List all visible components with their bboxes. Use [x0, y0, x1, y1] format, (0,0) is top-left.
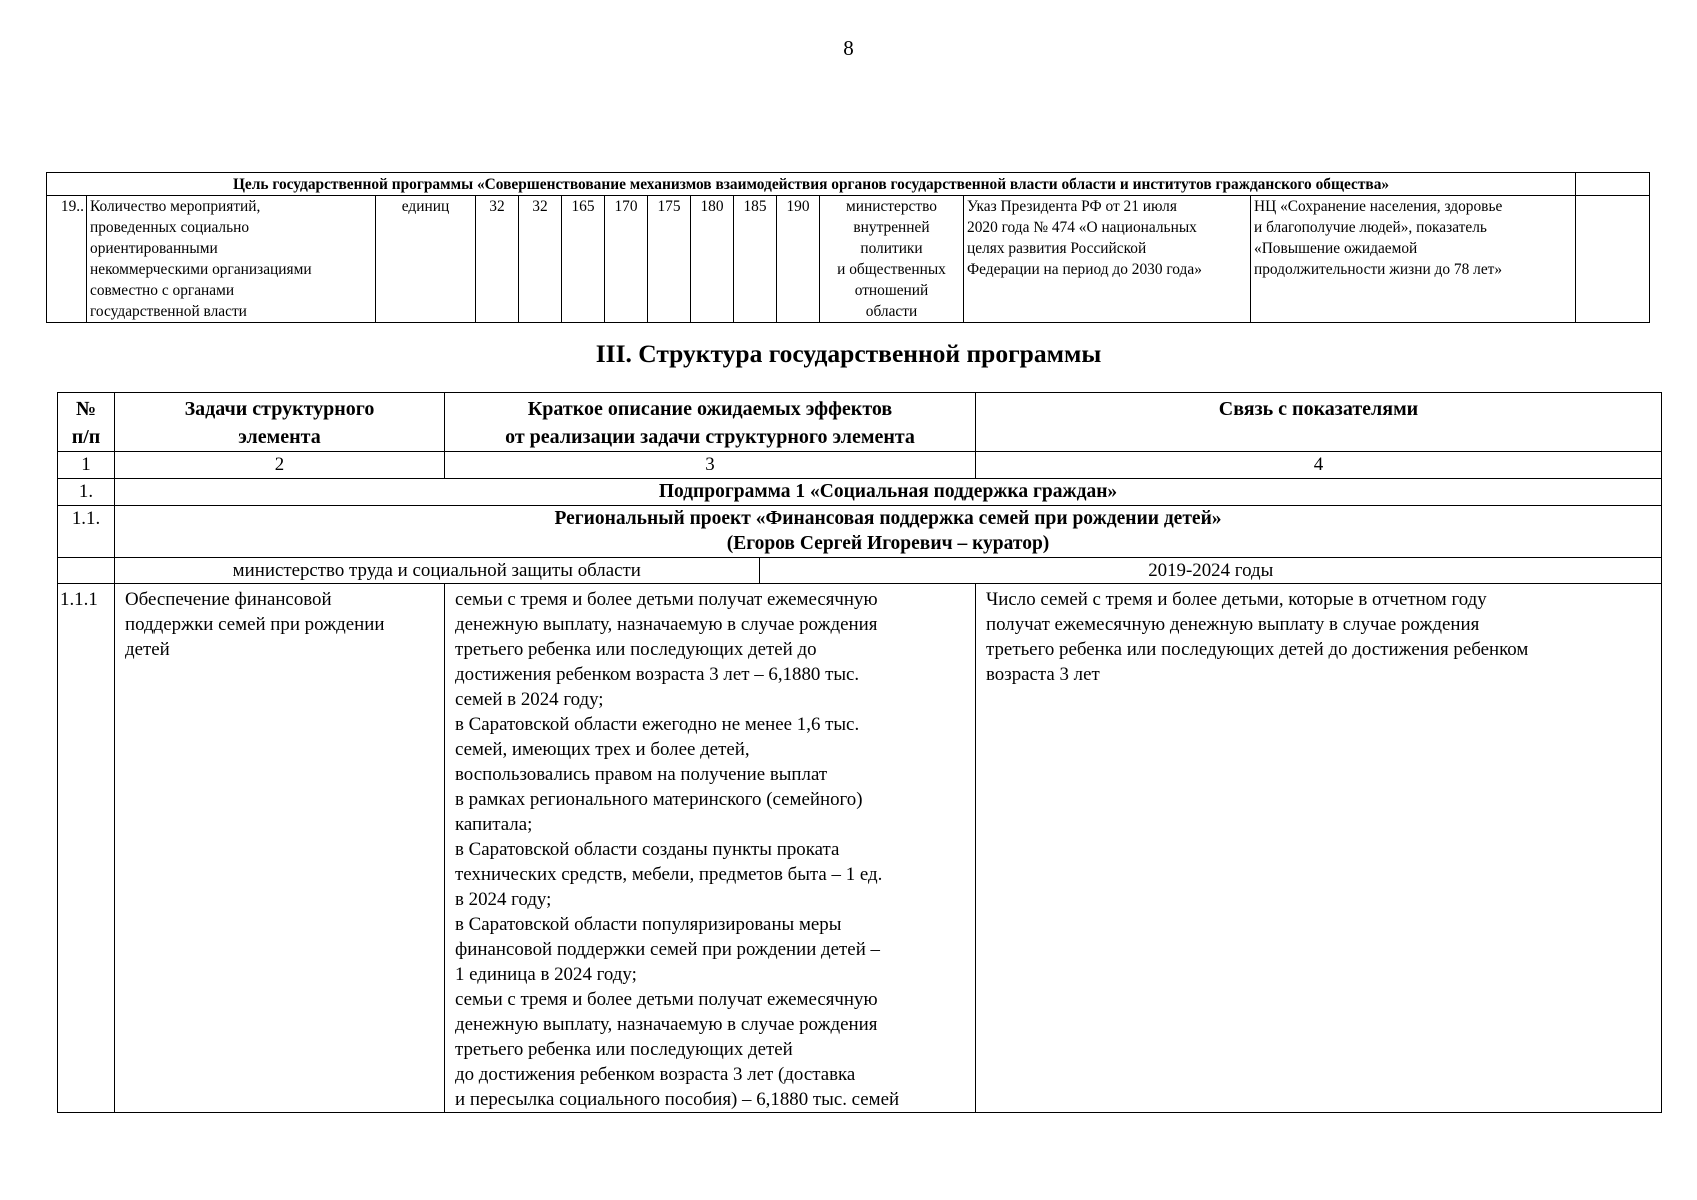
section-title: III. Структура государственной программы [595, 339, 1102, 368]
indicator-value: 165 [562, 196, 605, 323]
subprogram-title: Подпрограмма 1 «Социальная поддержка граждан» [115, 479, 1662, 506]
header-effects: Краткое описание ожидаемых эффектов от реализации задачи структурного элемента [445, 393, 976, 452]
indicator-value: 190 [777, 196, 820, 323]
indicator-value: 32 [519, 196, 562, 323]
task-number: 1.1.1 [58, 584, 115, 1113]
indicator-extra-cell [1576, 196, 1650, 323]
header-number: № п/п [58, 393, 115, 452]
responsible-row-inner [115, 558, 1662, 583]
responsible-row [115, 558, 1662, 584]
responsible-row-number [58, 558, 115, 584]
subprogram-number: 1. [58, 479, 115, 506]
column-number: 3 [445, 452, 976, 479]
indicator-value: 185 [734, 196, 777, 323]
indicator-value: 180 [691, 196, 734, 323]
program-goal: Цель государственной программы «Совершенствование механизмов взаимодействия органов государственной власти области и институтов гражданского общества» [47, 173, 1576, 196]
header-tasks: Задачи структурного элемента [115, 393, 445, 452]
indicator-national-goal: НЦ «Сохранение населения, здоровье и благополучие людей», показатель «Повышение ожидаемой продолжительности жизни до 78 лет» [1251, 196, 1576, 323]
indicator-name: Количество мероприятий, проведенных социально ориентированными некоммерческими организациями совместно с органами государственной власти [87, 196, 376, 323]
column-number: 2 [115, 452, 445, 479]
column-number: 4 [976, 452, 1662, 479]
goal-extra-cell [1576, 173, 1650, 196]
page-number: 8 [843, 36, 854, 60]
indicator-number: 19.. [47, 196, 87, 323]
structure-table [57, 392, 1662, 1113]
responsible-ministry: министерство труда и социальной защиты области [232, 560, 641, 581]
indicator-value: 170 [605, 196, 648, 323]
indicator-value: 32 [476, 196, 519, 323]
project-number: 1.1. [58, 506, 115, 558]
column-number: 1 [58, 452, 115, 479]
indicator-responsible: министерство внутренней политики и общественных отношений области [820, 196, 964, 323]
indicators-table [46, 172, 1650, 323]
implementation-years: 2019-2024 годы [759, 558, 1662, 583]
project-title: Региональный проект «Финансовая поддержка семей при рождении детей» (Егоров Сергей Игоревич – куратор) [115, 506, 1662, 558]
indicator-value: 175 [648, 196, 691, 323]
task-description: Обеспечение финансовой поддержки семей при рождении детей [115, 584, 445, 1113]
indicator-unit: единиц [376, 196, 476, 323]
header-link: Связь с показателями [976, 393, 1662, 452]
indicator-link: Число семей с тремя и более детьми, которые в отчетном году получат ежемесячную денежную выплату в случае рождения третьего ребенка или последующих детей до достижения ребенком возраста 3 лет [976, 584, 1662, 1113]
expected-effects: семьи с тремя и более детьми получат ежемесячную денежную выплату, назначаемую в случае рождения третьего ребенка или последующих детей до достижения ребенком возраста 3 лет – 6,1880 тыс. семей в 2024 году; в Саратовской области ежегодно не менее 1,6 тыс. семей, имеющих трех и более детей, воспользовались правом на получение выплат в рамках регионального материнского (семейного) капитала; в Саратовской области созданы пункты проката технических средств, мебели, предметов быта – 1 ед. в 2024 году; в Саратовской области популяризированы меры финансовой поддержки семей при рождении детей – 1 единица в 2024 году; семьи с тремя и более детьми получат ежемесячную денежную выплату, назначаемую в случае рождения третьего ребенка или последующих детей до достижения ребенком возраста 3 лет (доставка и пересылка социального пособия) – 6,1880 тыс. семей [445, 584, 976, 1113]
indicator-decree: Указ Президента РФ от 21 июля 2020 года № 474 «О национальных целях развития Российской Федерации на период до 2030 года» [964, 196, 1251, 323]
